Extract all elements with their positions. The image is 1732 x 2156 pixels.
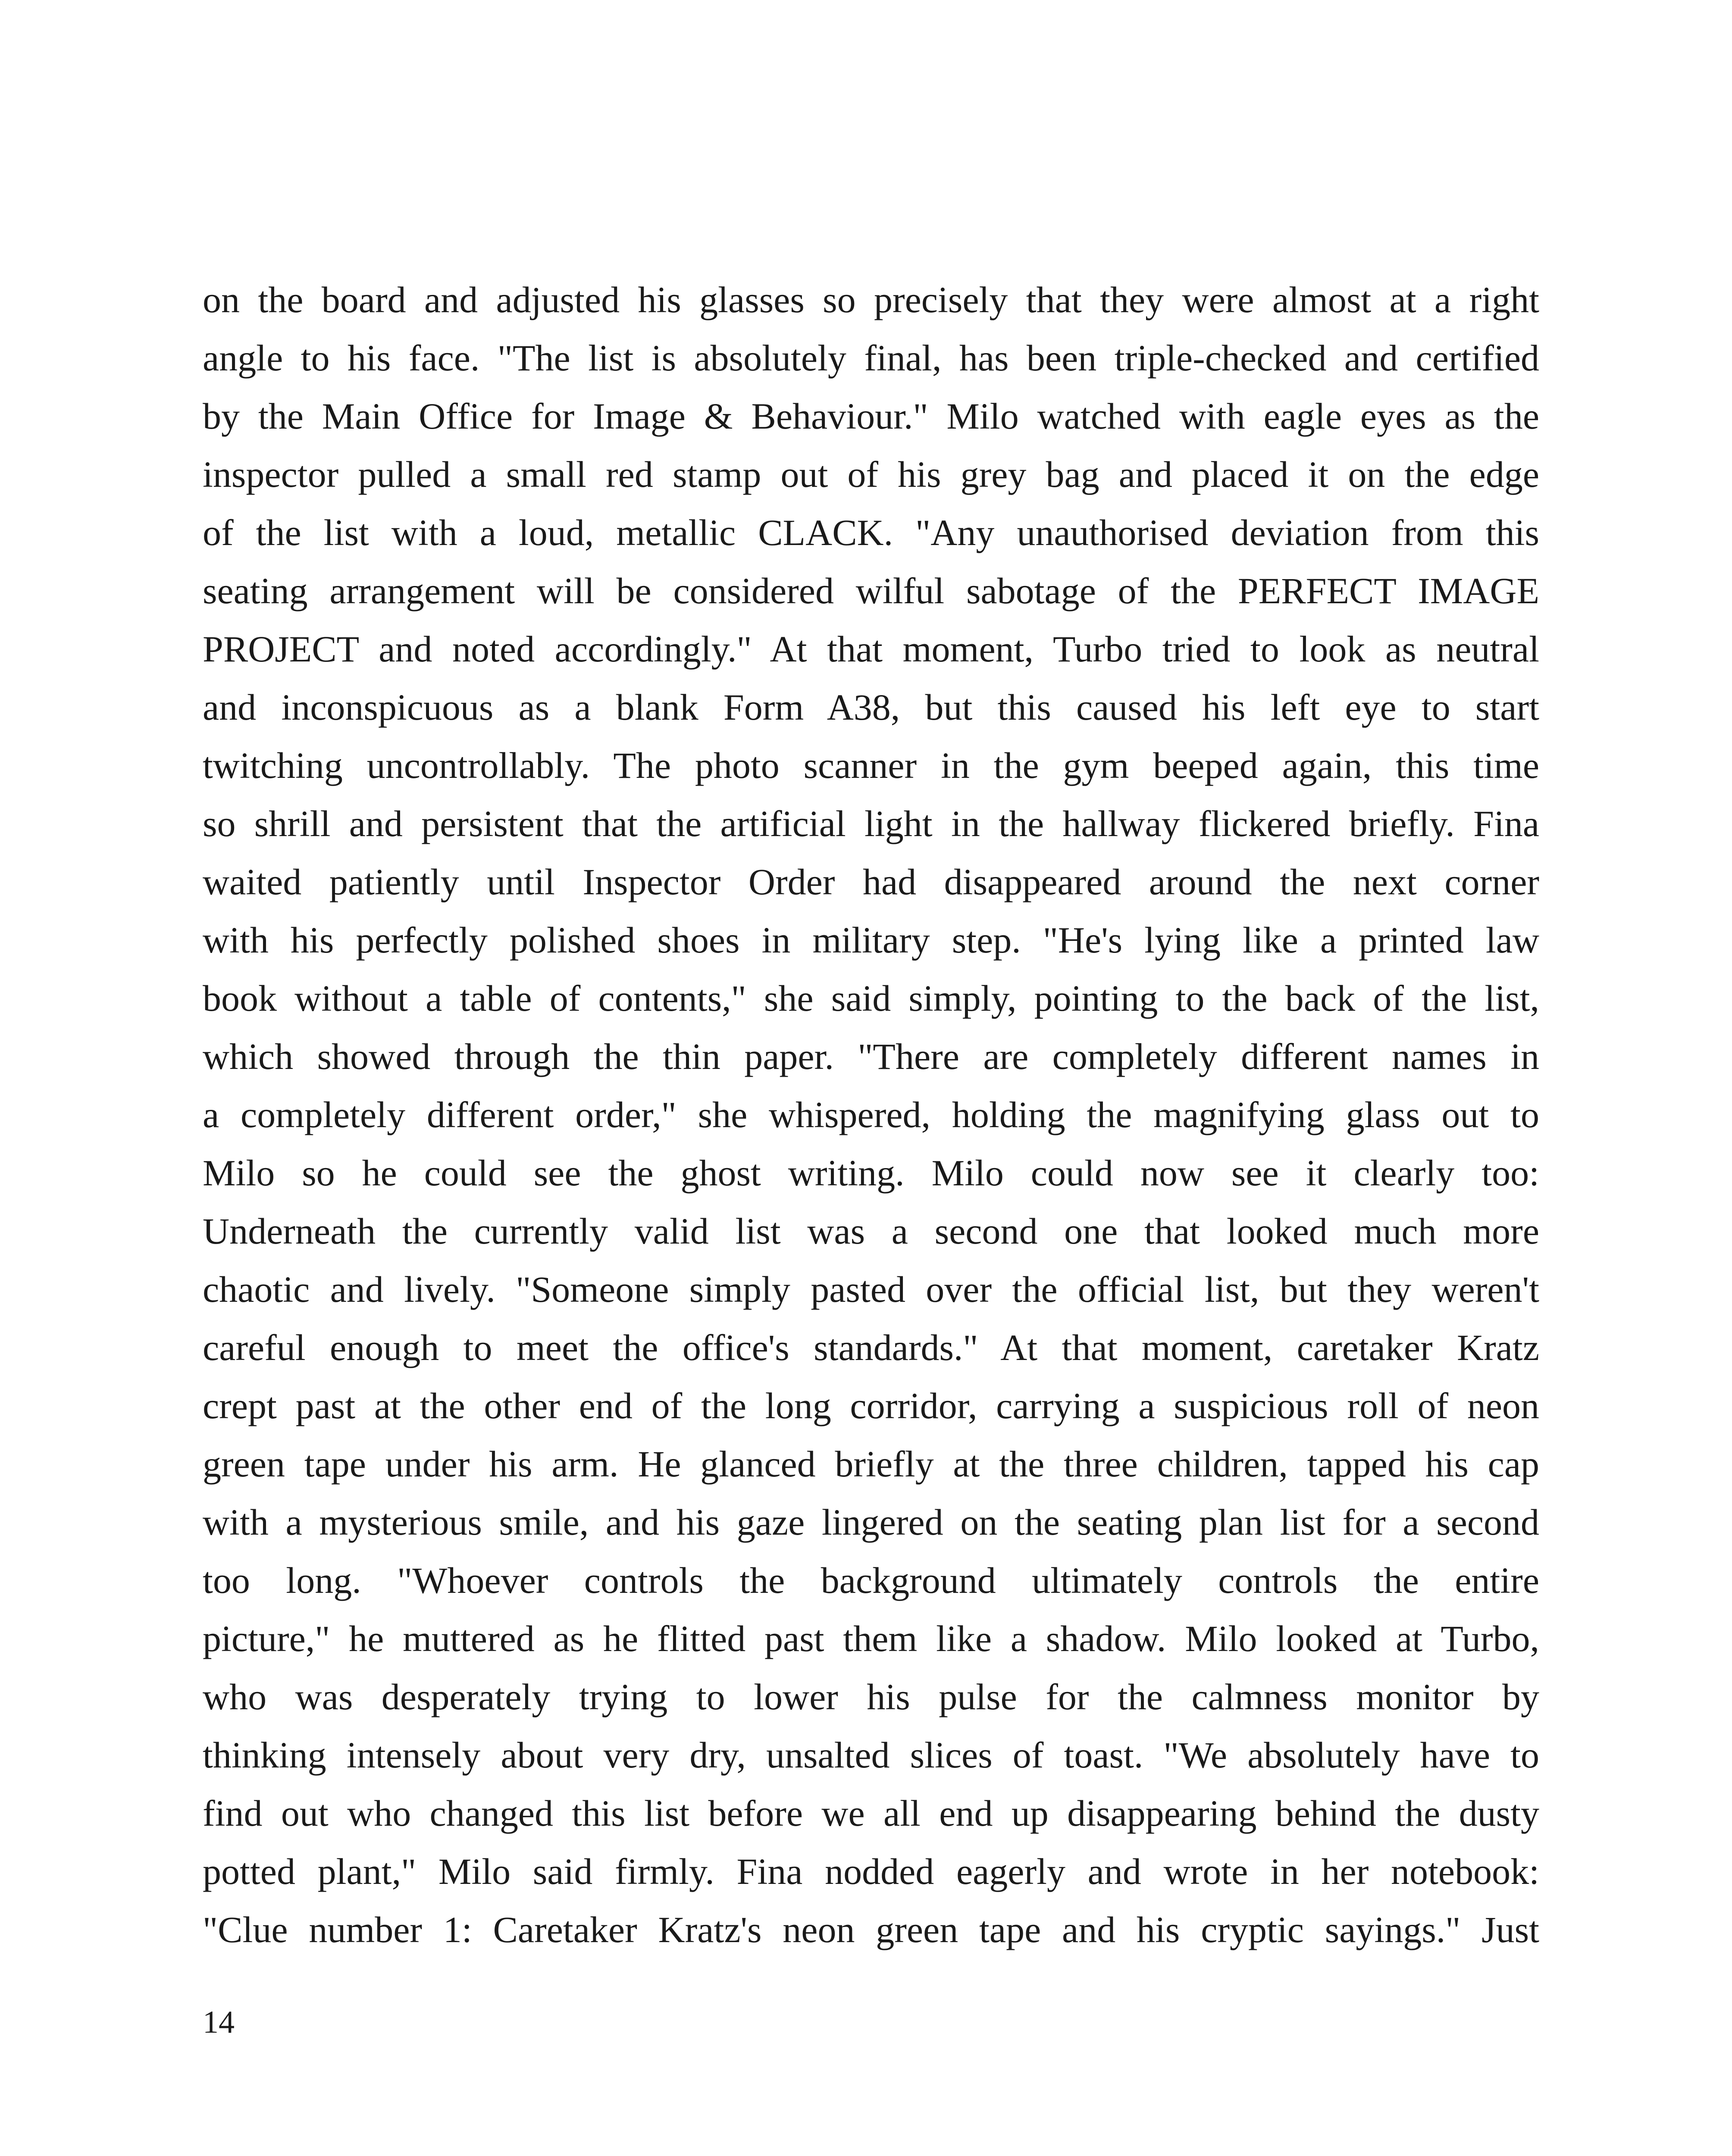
text-line: twitching uncontrollably. The photo scanner in the gym beeped again, this time bbox=[203, 745, 1539, 786]
text-line: inspector pulled a small red stamp out of his grey bag and placed it on the edge bbox=[203, 454, 1539, 495]
text-line: find out who changed this list before we all end up disappearing behind the dusty bbox=[203, 1792, 1539, 1834]
text-line: seating arrangement will be considered wilful sabotage of the PERFECT IMAGE bbox=[203, 570, 1539, 611]
text-line: by the Main Office for Image & Behaviour." Milo watched with eagle eyes as the bbox=[203, 395, 1539, 437]
text-line: too long. "Whoever controls the background ultimately controls the entire bbox=[203, 1560, 1539, 1601]
text-line: chaotic and lively. "Someone simply pasted over the official list, but they weren't bbox=[203, 1269, 1539, 1310]
text-line: angle to his face. "The list is absolutely final, has been triple-checked and certified bbox=[203, 337, 1539, 379]
text-line: with his perfectly polished shoes in military step. "He's lying like a printed law bbox=[203, 919, 1539, 961]
text-line: crept past at the other end of the long corridor, carrying a suspicious roll of neon bbox=[203, 1385, 1539, 1426]
text-line: with a mysterious smile, and his gaze lingered on the seating plan list for a second bbox=[203, 1501, 1539, 1543]
text-line: thinking intensely about very dry, unsalted slices of toast. "We absolutely have to bbox=[203, 1734, 1539, 1776]
text-line: on the board and adjusted his glasses so precisely that they were almost at a right bbox=[203, 279, 1539, 320]
page-number: 14 bbox=[203, 2005, 235, 2040]
text-line: a completely different order," she whispered, holding the magnifying glass out to bbox=[203, 1094, 1539, 1135]
text-line: careful enough to meet the office's standards." At that moment, caretaker Kratz bbox=[203, 1327, 1539, 1368]
text-line: Milo so he could see the ghost writing. Milo could now see it clearly too: bbox=[203, 1152, 1539, 1194]
text-line: PROJECT and noted accordingly." At that moment, Turbo tried to look as neutral bbox=[203, 628, 1539, 670]
text-line: who was desperately trying to lower his pulse for the calmness monitor by bbox=[203, 1676, 1539, 1717]
text-line: so shrill and persistent that the artificial light in the hallway flickered briefly. Fina bbox=[203, 803, 1539, 844]
text-line: "Clue number 1: Caretaker Kratz's neon green tape and his cryptic sayings." Just bbox=[203, 1909, 1539, 1950]
body-text bbox=[203, 271, 1539, 1959]
text-line: waited patiently until Inspector Order had disappeared around the next corner bbox=[203, 861, 1539, 903]
text-line: green tape under his arm. He glanced briefly at the three children, tapped his cap bbox=[203, 1443, 1539, 1485]
text-line: book without a table of contents," she said simply, pointing to the back of the list, bbox=[203, 978, 1539, 1019]
text-line: picture," he muttered as he flitted past them like a shadow. Milo looked at Turbo, bbox=[203, 1618, 1539, 1659]
text-line: and inconspicuous as a blank Form A38, but this caused his left eye to start bbox=[203, 686, 1539, 728]
text-line: Underneath the currently valid list was a second one that looked much more bbox=[203, 1210, 1539, 1252]
text-line: of the list with a loud, metallic CLACK. "Any unauthorised deviation from this bbox=[203, 512, 1539, 553]
text-line: which showed through the thin paper. "There are completely different names in bbox=[203, 1036, 1539, 1077]
text-line: potted plant," Milo said firmly. Fina nodded eagerly and wrote in her notebook: bbox=[203, 1851, 1539, 1892]
